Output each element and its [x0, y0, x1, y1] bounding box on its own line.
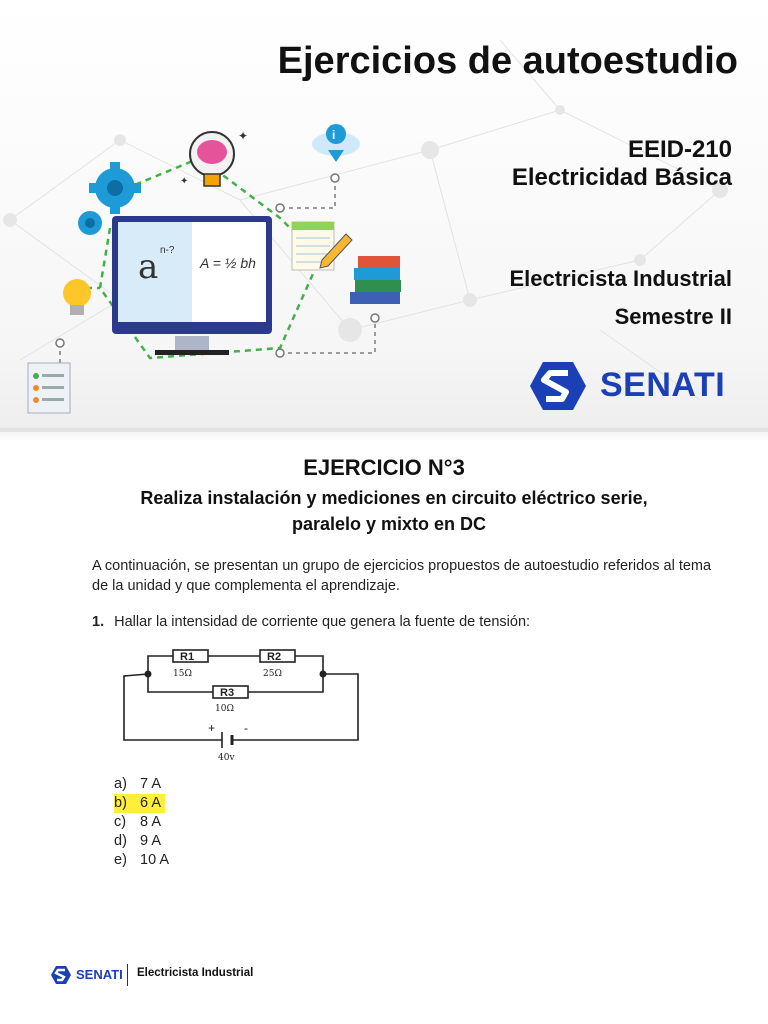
senati-footer-logo-icon — [50, 965, 72, 985]
senati-footer-logo-text: SENATI — [76, 967, 123, 982]
resistor-r3 — [213, 686, 248, 714]
source-plus: + — [208, 721, 216, 735]
voltage-source — [208, 721, 248, 763]
r1-label: R1 — [180, 651, 195, 663]
banner-shadow — [0, 428, 768, 442]
resistor-r1 — [173, 650, 208, 679]
books-icon — [350, 256, 401, 304]
exercise-intro: A continuación, se presentan un grupo de ejercicios propuestos de autoestudio referidos al tema de la unidad y que complementa el aprendizaje. — [92, 558, 712, 594]
checklist-icon — [28, 363, 70, 413]
r3-label: R3 — [220, 687, 235, 699]
exercise-title: EJERCICIO N°3 — [303, 455, 465, 480]
r1-value: 15Ω — [173, 669, 192, 679]
formula-base: a — [138, 247, 159, 287]
exercise-subtitle-line1: Realiza instalación y mediciones en circuito eléctrico serie, — [140, 488, 648, 508]
footer-divider — [127, 964, 128, 986]
lightbulb-icon — [63, 279, 91, 315]
svg-text:✦: ✦ — [180, 176, 189, 187]
highlighted-answer: b) 6 A — [114, 794, 165, 813]
option-a[interactable]: a) 7 A — [114, 776, 161, 792]
option-c[interactable]: c) 8 A — [114, 814, 161, 830]
resistor-r2 — [260, 650, 295, 679]
r2-value: 25Ω — [263, 669, 282, 679]
document-title: Ejercicios de autoestudio — [277, 40, 738, 82]
cover-illustration — [20, 118, 420, 418]
brain-bulb-icon — [180, 129, 248, 187]
r3-value: 10Ω — [215, 704, 234, 714]
info-cloud-icon — [312, 124, 360, 162]
source-value: 40v — [218, 753, 235, 763]
cover-banner — [0, 0, 768, 432]
monitor-icon — [112, 216, 272, 355]
question-number: 1. — [92, 614, 105, 630]
footer-career: Electricista Industrial — [137, 967, 254, 979]
senati-logo — [528, 360, 728, 412]
notepad-pencil-icon — [292, 222, 352, 270]
question-text: Hallar la intensidad de corriente que genera la fuente de tensión: — [114, 614, 531, 630]
formula-exponent: n-? — [160, 245, 175, 256]
source-minus: - — [244, 721, 248, 735]
circuit-diagram — [118, 642, 368, 764]
option-b[interactable] — [114, 794, 169, 813]
r2-label: R2 — [267, 651, 282, 663]
question-1 — [92, 614, 530, 630]
senati-logo-text: SENATI — [600, 366, 726, 404]
node-right — [320, 671, 327, 678]
senati-logo-icon — [528, 360, 588, 412]
formula-area: A = ½ bh — [200, 255, 256, 271]
course-code: EEID-210 — [627, 136, 732, 163]
answer-options — [114, 775, 169, 870]
svg-text:✦: ✦ — [238, 129, 249, 143]
svg-text:i: i — [332, 128, 336, 142]
option-e[interactable]: e) 10 A — [114, 852, 170, 868]
option-d[interactable]: d) 9 A — [114, 833, 161, 849]
course-name: Electricidad Básica — [511, 164, 732, 191]
semester-label: Semestre II — [614, 304, 732, 329]
career-name: Electricista Industrial — [509, 266, 732, 291]
node-left — [145, 671, 152, 678]
exercise-subtitle-line2: paralelo y mixto en DC — [291, 514, 487, 534]
